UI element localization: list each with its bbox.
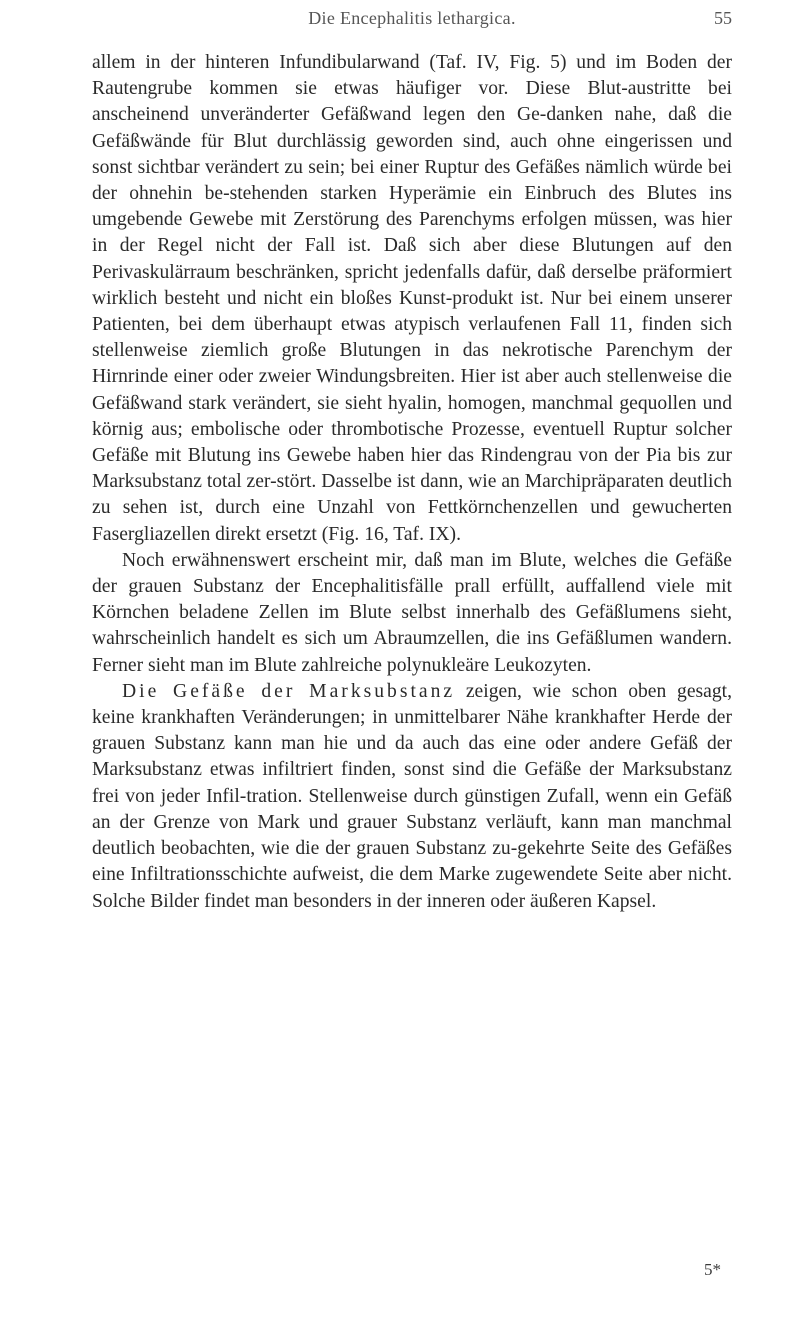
paragraph-3-text: zeigen, wie schon oben gesagt, keine krankhaften Veränderungen; in unmittelbarer Nähe krankhafter Herde der grauen Substanz kann man hie und da auch das eine oder andere Gefäß der Marksubstanz etwas infiltriert finden, sonst sind die Gefäße der Marksubstanz frei von jeder Infil-tration. Stellenweise durch günstigen Zufall, wenn ein Gefäß an der Grenze von Mark und grauer Substanz verläuft, kann man manchmal deutlich beobachten, wie die der grauen Substanz zu-gekehrte Seite des Gefäßes eine Infiltrationsschichte aufweist, die dem Marke zugewendete Seite aber nicht. Solche Bilder findet man besonders in der inneren oder äußeren Kapsel. (92, 680, 733, 912)
paragraph-1: allem in der hinteren Infundibularwand (Taf. IV, Fig. 5) und im Boden der Rautengrube kommen sie etwas häufiger vor. Diese Blut-austritte bei anscheinend unveränderter Gefäßwand legen den Ge-danken nahe, daß die Gefäßwände für Blut durchlässig geworden sind, auch ohne eingerissen und sonst sichtbar verändert zu sein; bei einer Ruptur des Gefäßes nämlich würde bei der ohnehin be-stehenden starken Hyperämie ein Einbruch des Blutes ins umgebende Gewebe mit Zerstörung des Parenchyms erfolgen müssen, was hier in der Regel nicht der Fall ist. Daß sich aber diese Blutungen auf den Perivaskulärraum beschränken, spricht jedenfalls dafür, daß derselbe präformiert wirklich besteht und nicht ein bloßes Kunst-produkt ist. Nur bei einem unserer Patienten, bei dem überhaupt etwas atypisch verlaufenen Fall 11, finden sich stellenweise ziemlich große Blutungen in das nekrotische Parenchym der Hirnrinde einer oder zweier Windungsbreiten. Hier ist aber auch stellenweise die Gefäßwand stark verändert, sie sieht hyalin, homogen, manchmal gequollen und körnig aus; embolische oder thrombotische Prozesse, eventuell Ruptur solcher Gefäße mit Blutung ins Gewebe haben hier das Rindengrau von der Pia bis zur Marksubstanz total zer-stört. Dasselbe ist dann, wie an Marchipräparaten deutlich zu sehen ist, durch eine Unzahl von Fettkörnchenzellen und gewucherten Fasergliazellen direkt ersetzt (Fig. 16, Taf. IX). (92, 52, 732, 545)
running-title: Die Encephalitis lethargica. (308, 8, 516, 28)
paragraph-2: Noch erwähnenswert erscheint mir, daß man im Blute, welches die Gefäße der grauen Substanz der Encephalitisfälle prall erfüllt, auffallend viele mit Körnchen beladene Zellen im Blute selbst innerhalb des Gefäßlumens sieht, wahrscheinlich handelt es sich um Abraumzellen, die ins Gefäßlumen wandern. Ferner sieht man im Blute zahlreiche polynukleäre Leukozyten. (92, 549, 732, 676)
spaced-heading-phrase: Die Gefäße der Marksubstanz (122, 680, 456, 702)
body-text (92, 50, 732, 915)
running-head (92, 8, 732, 32)
paragraph-3 (92, 679, 732, 915)
page-number: 55 (714, 8, 732, 28)
signature-mark: 5* (704, 1260, 721, 1279)
